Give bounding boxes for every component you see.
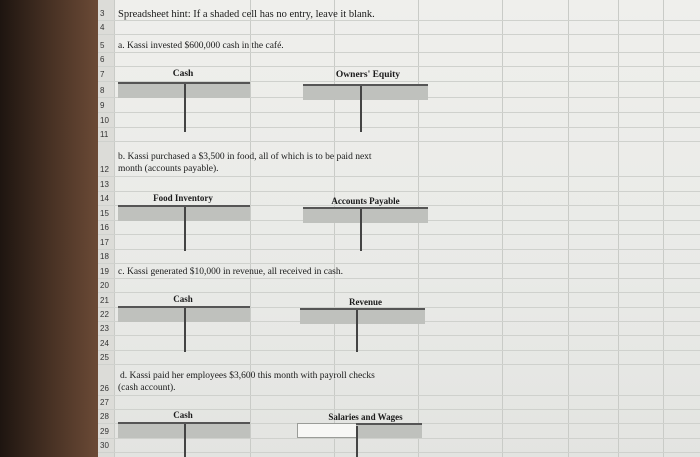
sheet-row [98,280,700,293]
sheet-row [98,352,700,365]
row-number: 10 [100,116,109,125]
row-number: 18 [100,252,109,261]
t-account-divider [184,84,186,132]
sheet-row [98,338,700,351]
row-number: 20 [100,281,109,290]
row-number: 6 [100,55,105,64]
sheet-row [98,115,700,128]
row-number: 23 [100,324,109,333]
row-number: 8 [100,86,105,95]
problem-d-line1: d. Kassi paid her employees $3,600 this month with payroll checks [120,371,375,381]
sheet-row [98,237,700,250]
b-left-account-title: Food Inventory [153,193,213,203]
row-number: 25 [100,353,109,362]
problem-c-text: c. Kassi generated $10,000 in revenue, all received in cash. [118,267,344,277]
problem-a-text: a. Kassi invested $600,000 cash in the café. [118,41,284,51]
sheet-row [98,179,700,192]
d-right-account-title: Salaries and Wages [328,412,403,422]
sheet-row [98,100,700,113]
sheet-row [98,323,700,336]
b-right-shaded-cell[interactable] [303,207,428,223]
problem-b-line2: month (accounts payable). [118,164,219,174]
sheet-row [98,129,700,142]
row-number: 27 [100,398,109,407]
row-number: 19 [100,267,109,276]
c-left-account-title: Cash [173,294,193,304]
c-right-account-title: Revenue [349,297,382,307]
t-account-divider [184,424,186,457]
sheet-row [98,251,700,264]
problem-b-line1: b. Kassi purchased a $3,500 in food, all of which is to be paid next [118,152,372,162]
b-right-account-title: Accounts Payable [331,196,400,206]
row-number: 17 [100,238,109,247]
t-account-divider [184,308,186,352]
row-number: 15 [100,209,109,218]
row-number: 22 [100,310,109,319]
sheet-row [98,397,700,410]
t-account-divider [356,426,358,457]
problem-d-line2: (cash account). [118,383,176,393]
t-account-divider [360,209,362,251]
row-number: 21 [100,296,109,305]
spreadsheet [98,0,700,457]
row-number: 7 [100,70,105,79]
row-number: 24 [100,339,109,348]
t-account-divider [184,207,186,251]
row-number: 9 [100,101,105,110]
row-number: 11 [100,130,109,139]
sheet-row [98,22,700,35]
sheet-row [98,54,700,67]
sheet-row [98,383,700,396]
row-number: 4 [100,23,105,32]
row-number: 28 [100,412,109,421]
hint-text: Spreadsheet hint: If a shaded cell has no entry, leave it blank. [118,9,375,20]
row-number: 26 [100,384,109,393]
sheet-row [98,222,700,235]
background-desk [0,0,98,457]
row-number: 13 [100,180,109,189]
row-number: 29 [100,427,109,436]
c-right-shaded-cell[interactable] [300,308,425,324]
row-number: 14 [100,194,109,203]
row-number: 16 [100,223,109,232]
t-account-divider [356,310,358,352]
a-right-shaded-cell[interactable] [303,84,428,100]
row-number: 3 [100,9,105,18]
row-number: 12 [100,165,109,174]
d-right-selected-cell[interactable] [297,423,357,438]
a-right-account-title: Owners' Equity [335,70,401,80]
sheet-row [98,440,700,453]
t-account-divider [360,86,362,132]
row-number: 5 [100,41,105,50]
d-right-shaded-cell[interactable] [356,423,422,438]
d-left-account-title: Cash [173,410,193,420]
a-left-account-title: Cash [172,69,194,79]
row-number: 30 [100,441,109,450]
